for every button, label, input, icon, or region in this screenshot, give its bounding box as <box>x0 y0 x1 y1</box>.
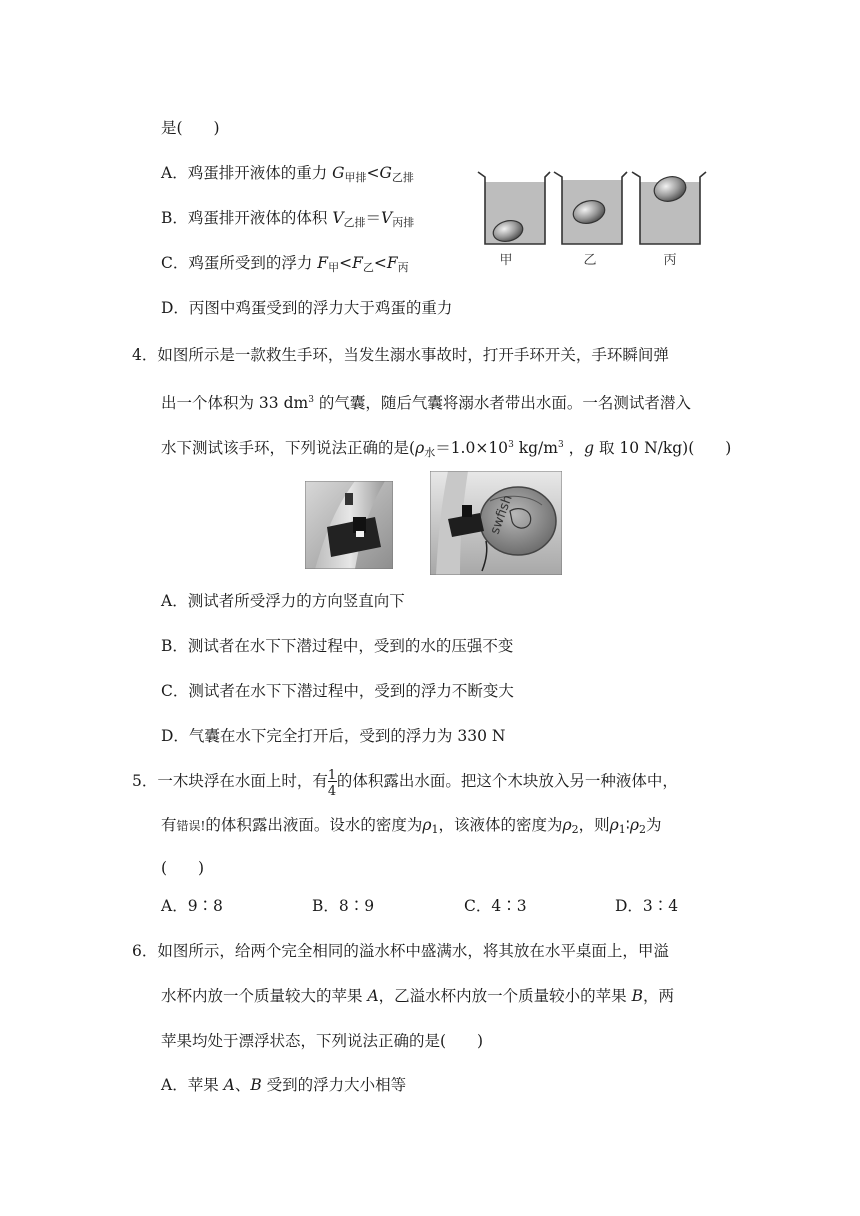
beaker-jia <box>478 172 550 268</box>
fraction-one-quarter: $\frac{1}{4}$ <box>327 768 337 799</box>
q4-option-a: A．测试者所受浮力的方向竖直向下 <box>161 592 405 610</box>
beaker-label-bing: 丙 <box>663 253 677 268</box>
q3-option-c: C．鸡蛋所受到的浮力 $F_甲<F_乙<F_丙$ <box>161 254 409 274</box>
q6-line-3: 苹果均处于漂浮状态，下列说法正确的是( ) <box>161 1032 484 1050</box>
q6-option-a: A．苹果 A、B 受到的浮力大小相等 <box>161 1076 407 1094</box>
wristband-photo-inflated <box>430 471 562 575</box>
q4-line-1: 4．如图所示是一款救生手环，当发生溺水事故时，打开手环开关，手环瞬间弹 <box>132 346 669 364</box>
beaker-bing <box>632 172 706 268</box>
q5-option-c: C．4∶3 <box>464 897 527 915</box>
q4-line-3: 水下测试该手环，下列说法正确的是($\rho_水=1.0\times 10^3$ $kg/m^3$ ，g 取 10 N/kg)( ) <box>161 439 732 459</box>
q4-line-2: 出一个体积为 33 $dm^3$ 的气囊，随后气囊将溺水者带出水面。一名测试者潜入 <box>161 394 691 412</box>
q4-option-c: C．测试者在水下下潜过程中，受到的浮力不断变大 <box>161 682 514 700</box>
wristband-photo-closed <box>305 481 393 569</box>
q3-option-d: D．丙图中鸡蛋受到的浮力大于鸡蛋的重力 <box>161 299 453 317</box>
error-placeholder: 错误! <box>176 819 206 833</box>
q5-line-1: 5．一木块浮在水面上时，有 $\frac{1}{4}$ 的体积露出水面。把这个木块放入另一种液体中， <box>132 768 678 799</box>
q4-option-d: D．气囊在水下完全打开后，受到的浮力为 330 N <box>161 727 506 745</box>
q3-option-a: A．鸡蛋排开液体的重力 $G_{甲排}<G_{乙排}$ <box>161 164 414 184</box>
q5-option-b: B．8∶9 <box>312 897 375 915</box>
q5-option-d: D．3∶4 <box>615 897 679 915</box>
q3-option-b: B．鸡蛋排开液体的体积 $V_{乙排}=V_{丙排}$ <box>161 209 415 229</box>
q4-option-b: B．测试者在水下下潜过程中，受到的水的压强不变 <box>161 637 514 655</box>
airbag-brand-text: swfish <box>487 493 516 537</box>
q6-line-2: 水杯内放一个质量较大的苹果 A，乙溢水杯内放一个质量较小的苹果 B，两 <box>161 987 674 1005</box>
beaker-yi <box>554 172 627 268</box>
q5-option-a: A．9∶8 <box>161 897 223 915</box>
q6-line-1: 6．如图所示，给两个完全相同的溢水杯中盛满水，将其放在水平桌面上，甲溢 <box>132 942 669 960</box>
q5-line-2: 有错误!的体积露出液面。设水的密度为$\rho_1$，该液体的密度为$\rho_2$，则$\rho_1∶\rho_2$为 <box>161 816 662 836</box>
q3-stem-tail: 是( ) <box>161 119 220 137</box>
q5-line-3: ( ) <box>161 859 205 877</box>
beaker-label-jia: 甲 <box>499 253 513 268</box>
beakers-figure <box>470 160 725 275</box>
beaker-label-yi: 乙 <box>583 253 597 268</box>
